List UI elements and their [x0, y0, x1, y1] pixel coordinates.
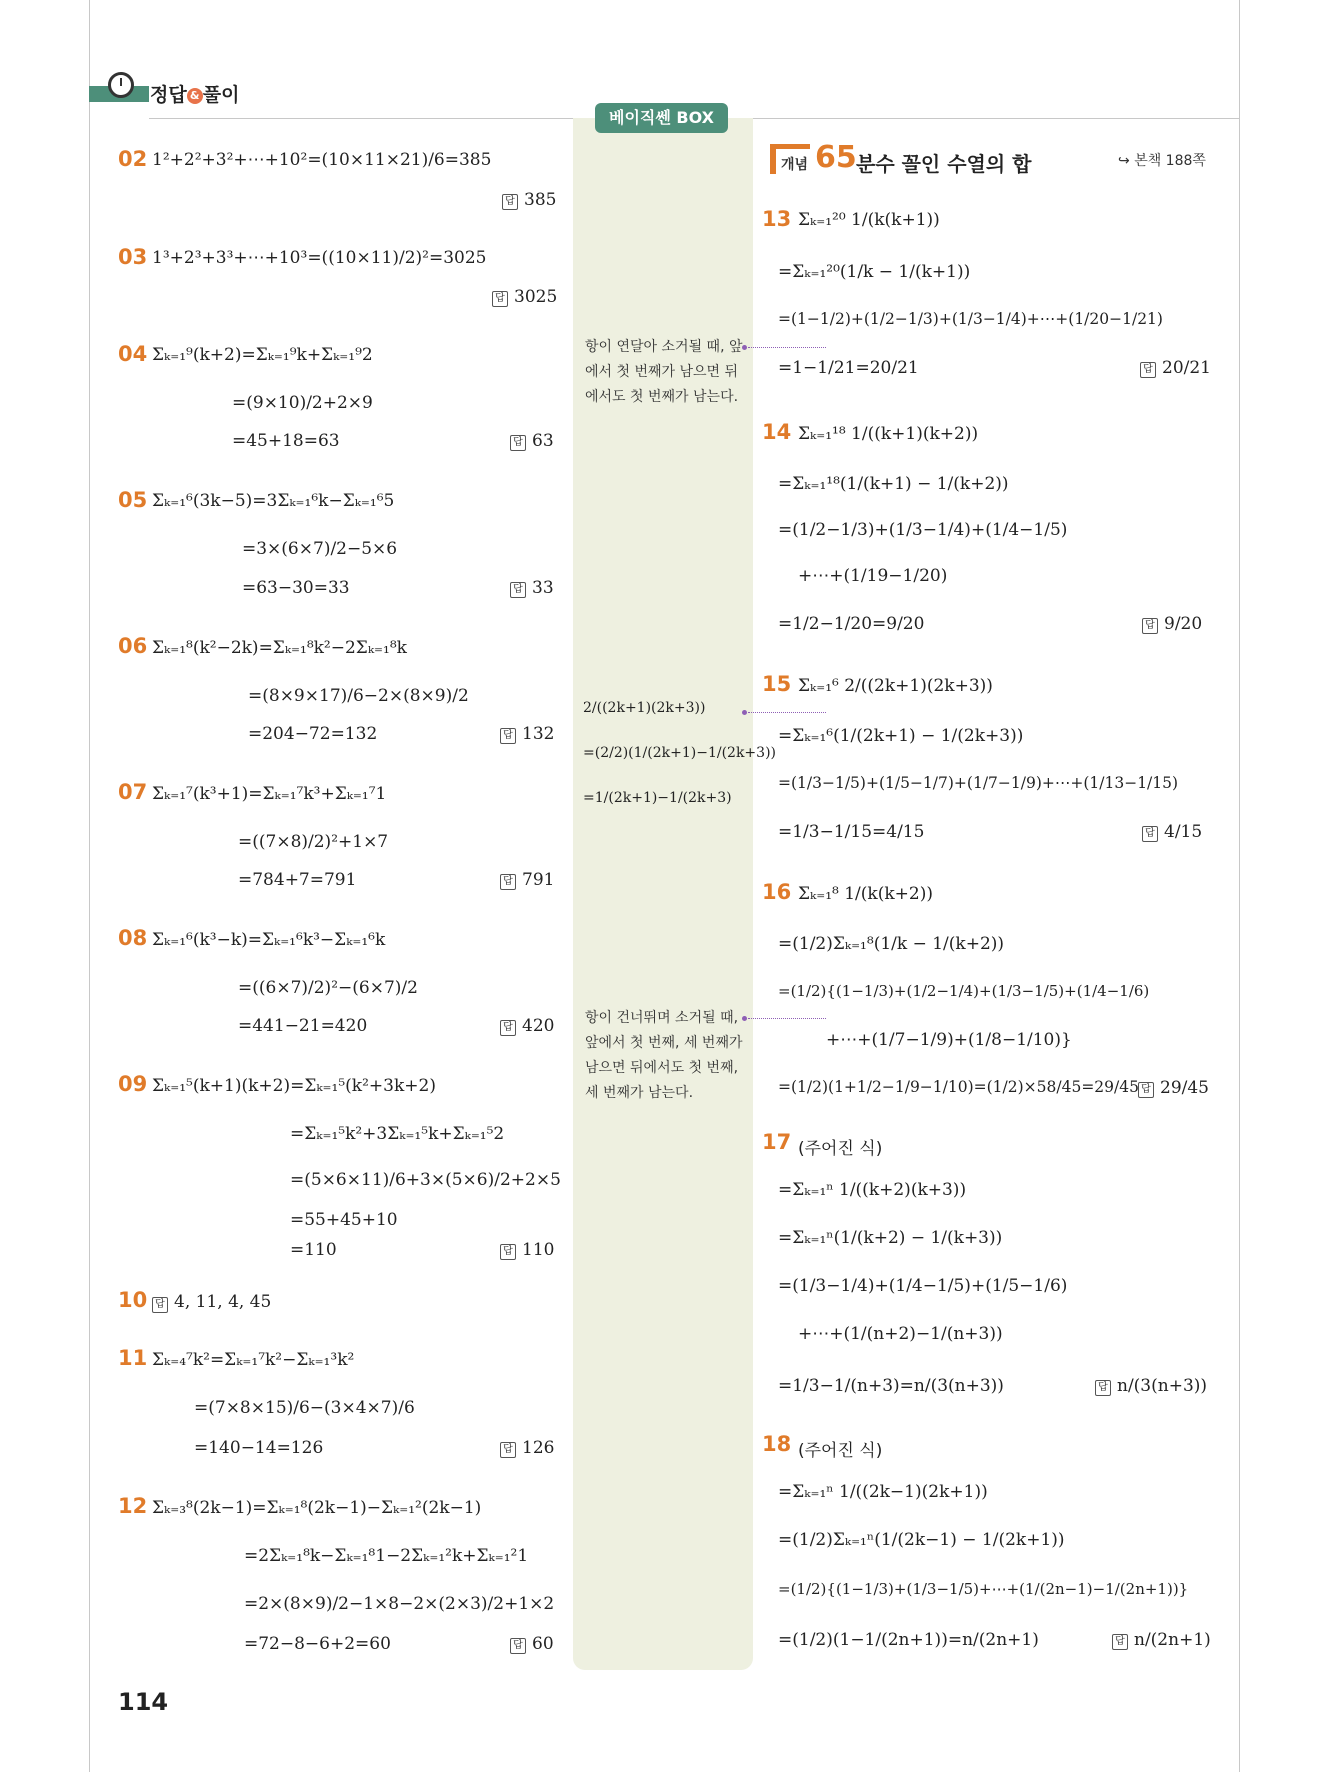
- answer: 답 4/15: [1142, 822, 1202, 842]
- solution-line: =3×(6×7)/2−5×6: [242, 539, 398, 559]
- problem-number: 16: [762, 880, 792, 904]
- problem-number: 11: [118, 1346, 148, 1370]
- clock-icon: [108, 72, 134, 98]
- solution-line: (주어진 식): [798, 1139, 883, 1159]
- solution-line: Σₖ₌₃⁸(2k−1)=Σₖ₌₁⁸(2k−1)−Σₖ₌₁²(2k−1): [152, 1498, 482, 1518]
- solution-line: =(8×9×17)/6−2×(8×9)/2: [248, 686, 469, 706]
- solution-line: =63−30=33: [242, 578, 350, 598]
- problem-number: 02: [118, 147, 148, 171]
- answer-mark-icon: 답: [502, 194, 518, 210]
- textbook-reference[interactable]: ↪ 본책 188쪽: [1118, 153, 1206, 169]
- solution-line: =(1/2)(1−1/(2n+1))=n/(2n+1): [778, 1630, 1039, 1650]
- link-icon: ↪: [1118, 153, 1135, 169]
- answer-mark-icon: 답: [500, 728, 516, 744]
- solution-line: 1²+2²+3²+⋯+10²=(10×11×21)/6=385: [152, 150, 492, 170]
- solution-line: =((7×8)/2)²+1×7: [238, 832, 389, 852]
- solution-line: +⋯+(1/7−1/9)+(1/8−1/10)}: [826, 1030, 1072, 1050]
- concept-marker-bar: [770, 144, 776, 174]
- solution-line: =(1/3−1/4)+(1/4−1/5)+(1/5−1/6): [778, 1276, 1068, 1296]
- solution-line: +⋯+(1/19−1/20): [798, 566, 948, 586]
- answer-mark-icon: 답: [1142, 826, 1158, 842]
- solution-line: =204−72=132: [248, 724, 378, 744]
- concept-marker-top: [770, 144, 810, 149]
- answer-mark-icon: 답: [500, 1442, 516, 1458]
- solution-line: =110: [290, 1240, 337, 1260]
- page-border-left: [89, 0, 90, 1772]
- connector-line: [748, 347, 826, 348]
- problem-number: 08: [118, 926, 148, 950]
- solution-line: =784+7=791: [238, 870, 357, 890]
- solution-line: =2×(8×9)/2−1×8−2×(2×3)/2+1×2: [244, 1594, 555, 1614]
- formula-line: =(2/2)(1/(2k+1)−1/(2k+3)): [583, 745, 776, 761]
- solution-line: =441−21=420: [238, 1016, 368, 1036]
- connector-line: [748, 712, 826, 713]
- solution-line: =(1/2)Σₖ₌₁ⁿ(1/(2k−1) − 1/(2k+1)): [778, 1530, 1065, 1550]
- answer-mark-icon: 답: [500, 874, 516, 890]
- solution-line: =Σₖ₌₁ⁿ 1/((2k−1)(2k+1)): [778, 1482, 988, 1502]
- solution-line: Σₖ₌₁⁸(k²−2k)=Σₖ₌₁⁸k²−2Σₖ₌₁⁸k: [152, 638, 407, 658]
- answer: 답 420: [500, 1016, 554, 1036]
- answer: 답 385: [502, 190, 556, 210]
- problem-number: 03: [118, 245, 148, 269]
- problem-number: 15: [762, 672, 792, 696]
- answer-mark-icon: 답: [500, 1244, 516, 1260]
- answer-mark-icon: 답: [152, 1297, 168, 1313]
- solution-line: =Σₖ₌₁²⁰(1/k − 1/(k+1)): [778, 262, 971, 282]
- problem-number: 14: [762, 420, 792, 444]
- solution-line: Σₖ₌₁⁹(k+2)=Σₖ₌₁⁹k+Σₖ₌₁⁹2: [152, 345, 373, 365]
- solution-line: (주어진 식): [798, 1441, 883, 1461]
- ampersand-badge: &: [187, 88, 203, 104]
- solution-line: =1/3−1/(n+3)=n/(3(n+3)): [778, 1376, 1004, 1396]
- problem-number: 04: [118, 342, 148, 366]
- solution-line: =45+18=63: [232, 431, 340, 451]
- problem-number: 13: [762, 207, 792, 231]
- solution-line: =(9×10)/2+2×9: [232, 393, 373, 413]
- solution-line: =Σₖ₌₁⁶(1/(2k+1) − 1/(2k+3)): [778, 726, 1024, 746]
- basic-box-label: 베이직쎈 BOX: [595, 103, 728, 133]
- connector-dot: [742, 1016, 747, 1021]
- answer: 답 110: [500, 1240, 554, 1260]
- tip-note: 항이 연달아 소거될 때, 앞에서 첫 번째가 남으면 뒤에서도 첫 번째가 남는다.: [585, 339, 743, 405]
- answer: 답 9/20: [1142, 614, 1202, 634]
- solution-line: =Σₖ₌₁ⁿ(1/(k+2) − 1/(k+3)): [778, 1228, 1003, 1248]
- page-border-right: [1239, 0, 1240, 1772]
- answer: 답 132: [500, 724, 554, 744]
- tip-note: 항이 건너뛰며 소거될 때, 앞에서 첫 번째, 세 번째가 남으면 뒤에서도 첫 번째, 세 번째가 남는다.: [585, 1010, 743, 1101]
- answer-mark-icon: 답: [1140, 362, 1156, 378]
- solution-line: Σₖ₌₁⁶(k³−k)=Σₖ₌₁⁶k³−Σₖ₌₁⁶k: [152, 930, 386, 950]
- answer: 답 33: [510, 578, 554, 598]
- answer-mark-icon: 답: [492, 291, 508, 307]
- page-number: 114: [118, 1688, 169, 1716]
- answer: 답 n/(2n+1): [1112, 1630, 1211, 1650]
- solution-line: 답 4, 11, 4, 45: [152, 1292, 271, 1313]
- connector-dot: [742, 345, 747, 350]
- problem-number: 18: [762, 1432, 792, 1456]
- answer-mark-icon: 답: [1095, 1380, 1111, 1396]
- solution-line: Σₖ₌₁⁵(k+1)(k+2)=Σₖ₌₁⁵(k²+3k+2): [152, 1076, 436, 1096]
- connector-line: [748, 1018, 826, 1019]
- concept-label: 개념: [781, 157, 809, 173]
- answer-mark-icon: 답: [510, 1638, 526, 1654]
- answer: 답 791: [500, 870, 554, 890]
- connector-dot: [742, 710, 747, 715]
- solution-line: +⋯+(1/(n+2)−1/(n+3)): [798, 1324, 1003, 1344]
- concept-number: 65: [815, 140, 857, 175]
- section-title: 정답 & 풀이: [150, 84, 240, 106]
- answer: 답 n/(3(n+3)): [1095, 1376, 1207, 1396]
- solution-line: =(1/3−1/5)+(1/5−1/7)+(1/7−1/9)+⋯+(1/13−1/15): [778, 774, 1179, 792]
- solution-line: =72−8−6+2=60: [244, 1634, 391, 1654]
- solution-line: =(1/2){(1−1/3)+(1/2−1/4)+(1/3−1/5)+(1/4−1/6): [778, 982, 1150, 1000]
- problem-number: 07: [118, 780, 148, 804]
- solution-line: =Σₖ₌₁¹⁸(1/(k+1) − 1/(k+2)): [778, 474, 1009, 494]
- answer-mark-icon: 답: [1142, 618, 1158, 634]
- answer-mark-icon: 답: [510, 582, 526, 598]
- answer: 답 29/45: [1138, 1078, 1209, 1098]
- problem-number: 06: [118, 634, 148, 658]
- answer: 답 63: [510, 431, 554, 451]
- answer: 답 126: [500, 1438, 554, 1458]
- solution-line: =1/3−1/15=4/15: [778, 822, 925, 842]
- solution-line: =140−14=126: [194, 1438, 324, 1458]
- formula-line: 2/((2k+1)(2k+3)): [583, 700, 706, 716]
- problem-number: 10: [118, 1288, 148, 1312]
- solution-line: =2Σₖ₌₁⁸k−Σₖ₌₁⁸1−2Σₖ₌₁²k+Σₖ₌₁²1: [244, 1546, 529, 1566]
- solution-line: =Σₖ₌₁ⁿ 1/((k+2)(k+3)): [778, 1180, 967, 1200]
- answer-mark-icon: 답: [1138, 1082, 1154, 1098]
- solution-line: =1/2−1/20=9/20: [778, 614, 925, 634]
- solution-line: Σₖ₌₁⁷(k³+1)=Σₖ₌₁⁷k³+Σₖ₌₁⁷1: [152, 784, 387, 804]
- formula-line: =1/(2k+1)−1/(2k+3): [583, 790, 732, 806]
- solution-line: =(1−1/2)+(1/2−1/3)+(1/3−1/4)+⋯+(1/20−1/21): [778, 310, 1163, 328]
- solution-line: =((6×7)/2)²−(6×7)/2: [238, 978, 418, 998]
- concept-title: 분수 꼴인 수열의 합: [856, 152, 1032, 176]
- problem-number: 05: [118, 488, 148, 512]
- answer-mark-icon: 답: [510, 435, 526, 451]
- solution-line: Σₖ₌₁⁶ 2/((2k+1)(2k+3)): [798, 676, 993, 696]
- solution-line: =(5×6×11)/6+3×(5×6)/2+2×5: [290, 1170, 561, 1190]
- solution-line: =Σₖ₌₁⁵k²+3Σₖ₌₁⁵k+Σₖ₌₁⁵2: [290, 1124, 505, 1144]
- solution-line: Σₖ₌₁⁸ 1/(k(k+2)): [798, 884, 933, 904]
- solution-line: Σₖ₌₄⁷k²=Σₖ₌₁⁷k²−Σₖ₌₁³k²: [152, 1350, 355, 1370]
- problem-number: 17: [762, 1130, 792, 1154]
- solution-line: =(1/2)Σₖ₌₁⁸(1/k − 1/(k+2)): [778, 934, 1005, 954]
- solution-line: =(7×8×15)/6−(3×4×7)/6: [194, 1398, 415, 1418]
- solution-line: 1³+2³+3³+⋯+10³=((10×11)/2)²=3025: [152, 248, 487, 268]
- solution-line: Σₖ₌₁⁶(3k−5)=3Σₖ₌₁⁶k−Σₖ₌₁⁶5: [152, 491, 395, 511]
- solution-line: =(1/2){(1−1/3)+(1/3−1/5)+⋯+(1/(2n−1)−1/(2n+1))}: [778, 1580, 1189, 1598]
- problem-number: 12: [118, 1494, 148, 1518]
- problem-number: 09: [118, 1072, 148, 1096]
- answer: 답 3025: [492, 287, 557, 307]
- solution-line: Σₖ₌₁¹⁸ 1/((k+1)(k+2)): [798, 424, 979, 444]
- answer: 답 60: [510, 1634, 554, 1654]
- answer-mark-icon: 답: [1112, 1634, 1128, 1650]
- solution-line: =(1/2−1/3)+(1/3−1/4)+(1/4−1/5): [778, 520, 1068, 540]
- solution-line: =55+45+10: [290, 1210, 398, 1230]
- solution-line: =1−1/21=20/21: [778, 358, 919, 378]
- answer: 답 20/21: [1140, 358, 1211, 378]
- answer-mark-icon: 답: [500, 1020, 516, 1036]
- solution-line: =(1/2)(1+1/2−1/9−1/10)=(1/2)×58/45=29/45: [778, 1078, 1139, 1096]
- solution-line: Σₖ₌₁²⁰ 1/(k(k+1)): [798, 210, 940, 230]
